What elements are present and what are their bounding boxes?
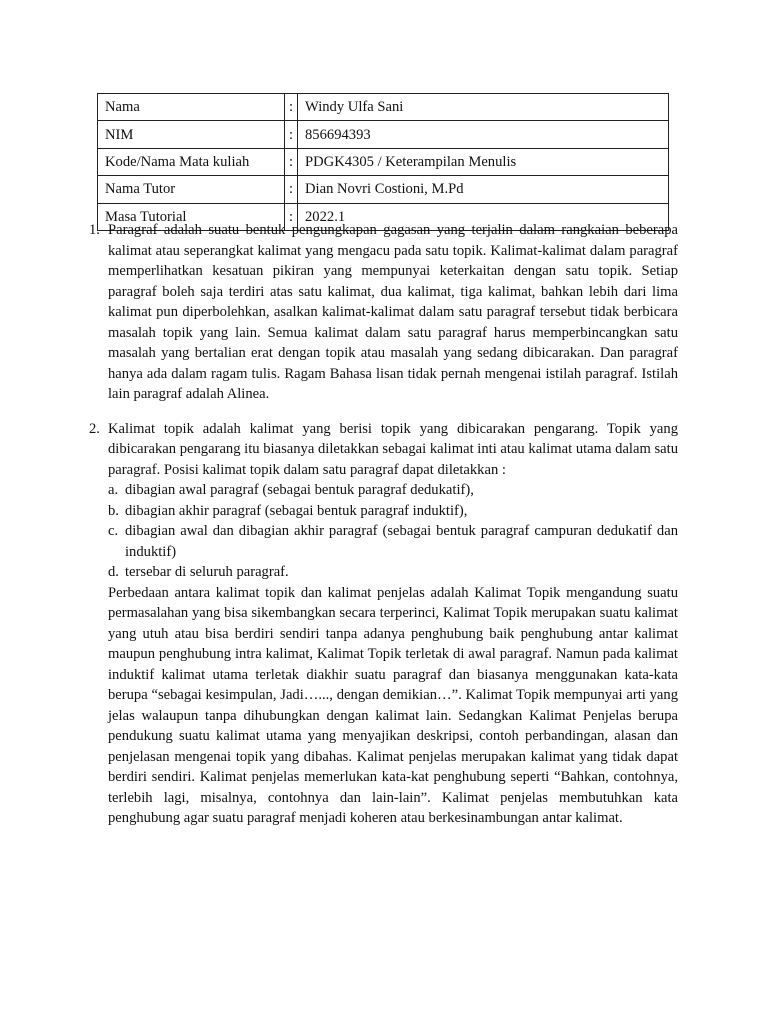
info-value: 2022.1 xyxy=(298,203,669,230)
list-item xyxy=(108,521,678,562)
info-value: Windy Ulfa Sani xyxy=(298,94,669,121)
answer-number: 1. xyxy=(89,222,100,238)
info-label: NIM xyxy=(98,121,285,148)
info-separator: : xyxy=(285,121,298,148)
info-value: Dian Novri Costioni, M.Pd xyxy=(298,176,669,203)
answer-paragraph: Paragraf adalah suatu bentuk pengungkapan gagasan yang terjalin dalam rangkaian beberapa kalimat atau seperangkat kalimat yang mengacu pada satu topik. Kalimat-kalimat dalam paragraf memperlihatkan kesatuan pikiran yang mempunyai keterkaitan dengan satu topik. Setiap paragraf boleh saja terdiri atas satu kalimat, dua kalimat, tiga kalimat, bahkan lebih dari lima kalimat pun diperbolehkan, asalkan kalimat-kalimat dalam satu paragraf tersebut tidak berbicara masalah topik yang lain. Semua kalimat dalam satu paragraf harus memperbincangkan satu masalah yang bertalian erat dengan topik atau masalah yang sedang dibicarakan. Dan paragraf hanya ada dalam ragam tulis. Ragam Bahasa lisan tidak pernah mengenai istilah paragraf. Istilah lain paragraf adalah Alinea. xyxy=(108,222,678,402)
list-item-text: dibagian awal paragraf (sebagai bentuk paragraf dedukatif), xyxy=(125,482,474,498)
info-label: Nama Tutor xyxy=(98,176,285,203)
list-marker: d. xyxy=(108,564,119,580)
list-item-text: tersebar di seluruh paragraf. xyxy=(125,564,289,580)
info-row-nim xyxy=(98,121,669,148)
topic-position-list xyxy=(108,480,678,583)
answer-list xyxy=(89,220,678,829)
info-row-nama xyxy=(98,94,669,121)
answer-intro: Kalimat topik adalah kalimat yang berisi topik yang dibicarakan pengarang. Topik yang dibicarakan pengarang itu biasanya diletakkan sebagai kalimat inti atau kalimat utama dalam satu paragraf. Posisi kalimat topik dalam satu paragraf dapat diletakkan : xyxy=(108,420,678,478)
answer-item-2 xyxy=(89,419,678,829)
info-label: Nama xyxy=(98,94,285,121)
list-marker: a. xyxy=(108,482,119,498)
info-value: PDGK4305 / Keterampilan Menulis xyxy=(298,148,669,175)
answer-number: 2. xyxy=(89,420,100,437)
info-row-tutor xyxy=(98,176,669,203)
info-separator: : xyxy=(285,203,298,230)
student-info-table xyxy=(97,93,669,231)
info-separator: : xyxy=(285,176,298,203)
info-row-course xyxy=(98,148,669,175)
info-value: 856694393 xyxy=(298,121,669,148)
list-marker: c. xyxy=(108,523,119,539)
list-item xyxy=(108,501,678,522)
answer-item-1 xyxy=(89,220,678,405)
info-separator: : xyxy=(285,94,298,121)
list-item xyxy=(108,562,678,583)
info-label: Masa Tutorial xyxy=(98,203,285,230)
info-separator: : xyxy=(285,148,298,175)
info-label: Kode/Nama Mata kuliah xyxy=(98,148,285,175)
list-marker: b. xyxy=(108,502,119,519)
list-item xyxy=(108,480,678,501)
list-item-text: dibagian akhir paragraf (sebagai bentuk paragraf induktif), xyxy=(125,502,468,519)
answer-explanation: Perbedaan antara kalimat topik dan kalimat penjelas adalah Kalimat Topik mengandung suatu permasalahan yang bisa sikembangkan secara terperinci, Kalimat Topik merupakan suatu kalimat yang utuh atau bisa berdiri sendiri tanpa adanya penghubung baik penghubung antar kalimat maupun penghubung intra kalimat, Kalimat Topik terletak di awal paragraf. Namun pada kalimat induktif kalimat utama terletak diakhir suatu paragraf dan biasanya menggunakan kata-kata berupa “sebagai kesimpulan, Jadi…..., dengan demikian…”. Kalimat Topik mempunyai arti yang jelas walaupun tanpa dihubungkan dengan kalimat lain. Sedangkan Kalimat Penjelas berupa pendukung suatu kalimat utama yang menyajikan deskripsi, contoh perbandingan, alasan dan penjelasan mengenai topik yang dibahas. Kalimat penjelas merupakan kalimat yang tidak dapat berdiri sendiri. Kalimat penjelas memerlukan kata-kat penghubung seperti “Bahkan, contohnya, terlebih lagi, misalnya, contohnya dan lain-lain”. Kalimat penjelas membutuhkan kata penghubung agar suatu paragraf menjadi koheren atau berkesinambungan antar kalimat. xyxy=(108,584,678,826)
list-item-text: dibagian awal dan dibagian akhir paragraf (sebagai bentuk paragraf campuran dedukatif dan induktif) xyxy=(125,523,678,560)
